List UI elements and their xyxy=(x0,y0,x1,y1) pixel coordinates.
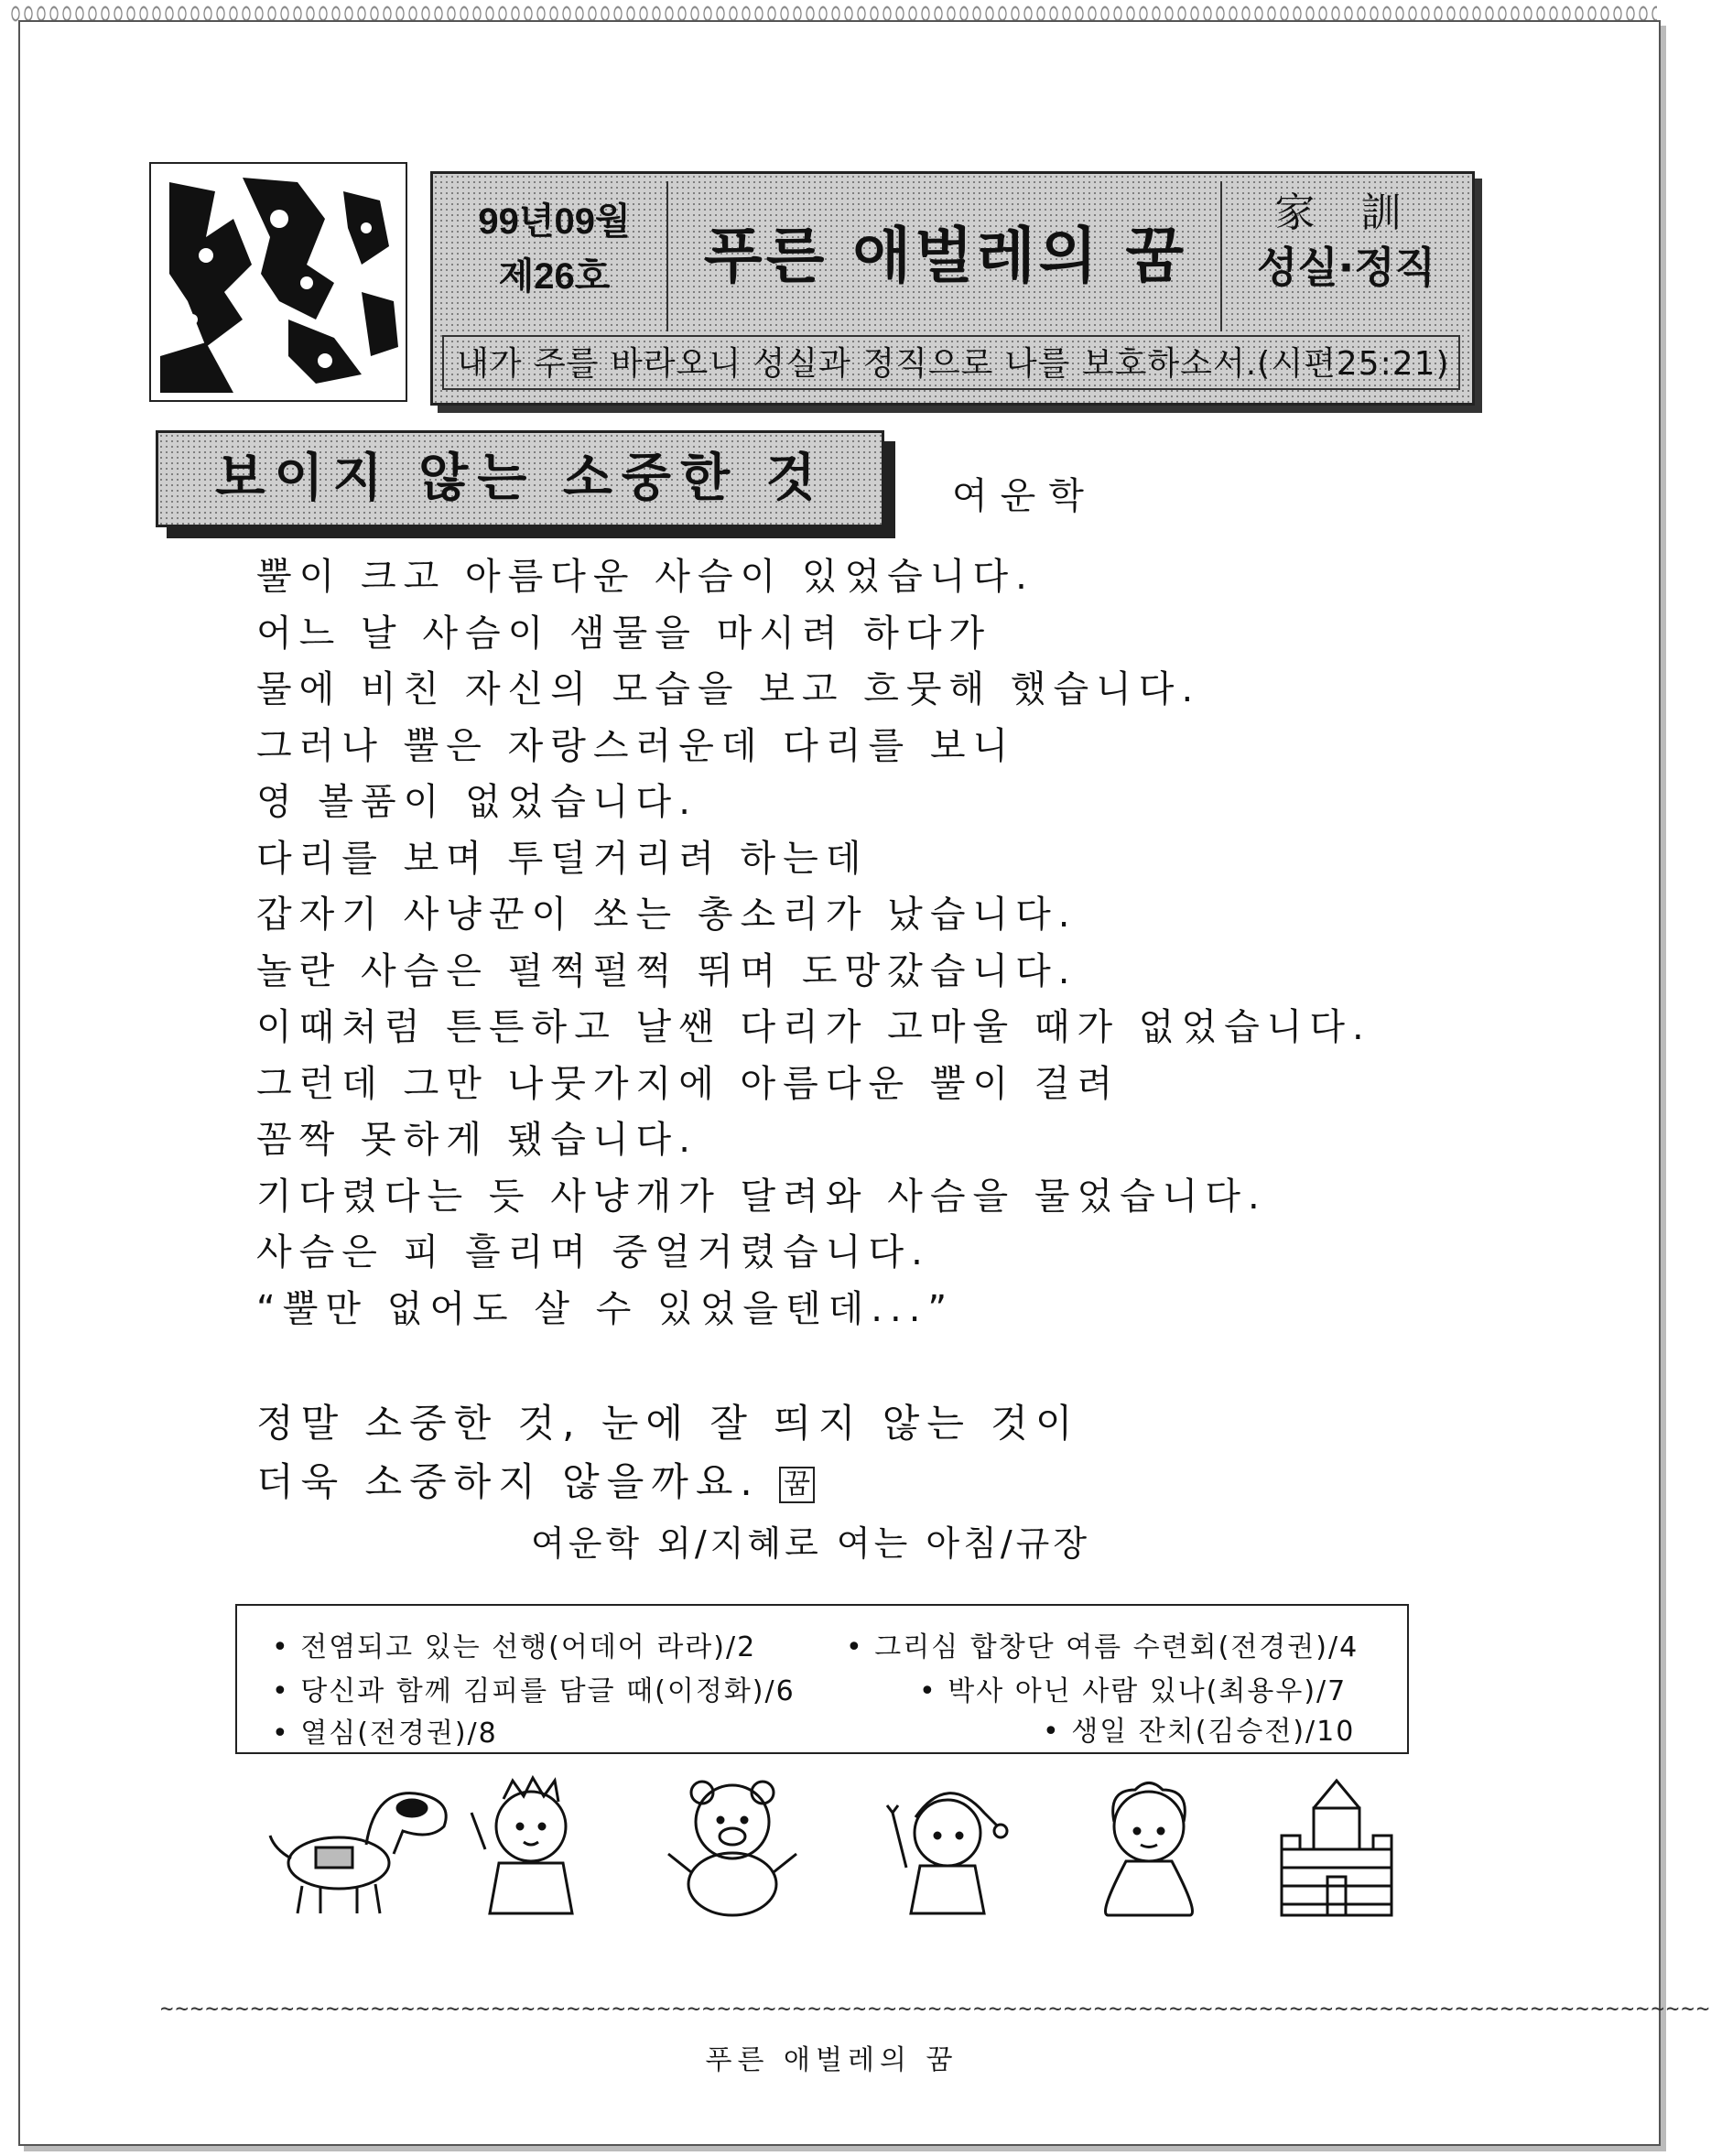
article-author: 여운학 xyxy=(952,475,1097,517)
article-body xyxy=(256,549,1446,1338)
toc-item[interactable]: • 그리심 합창단 여름 수련회(전경권)/4 xyxy=(846,1624,1359,1664)
newsletter-header xyxy=(430,171,1475,406)
motto-label: 家 訓 xyxy=(1274,190,1418,236)
story-line: 이때처럼 튼튼하고 날쌘 다리가 고마울 때가 없었습니다. xyxy=(256,1006,1371,1048)
story-line: 뿔이 크고 아름다운 사슴이 있었습니다. xyxy=(256,556,1034,598)
story-line: 어느 날 사슴이 샘물을 마시려 하다가 xyxy=(256,612,992,655)
horse-icon xyxy=(270,1793,446,1913)
story-line: 꼼짝 못하게 됐습니다. xyxy=(256,1119,698,1161)
story-line: 사슴은 피 흘리며 중얼거렸습니다. xyxy=(256,1231,930,1273)
character-illustrations xyxy=(256,1776,1401,1923)
closing-line-2-text: 더욱 소중하지 않을까요. xyxy=(256,1459,760,1504)
story-line: 갑자기 사냥꾼이 쏘는 총소리가 났습니다. xyxy=(256,894,1077,936)
table-of-contents xyxy=(235,1604,1409,1754)
issue-info xyxy=(442,181,668,331)
story-line: 그런데 그만 나뭇가지에 아름다운 뿔이 걸려 xyxy=(256,1062,1121,1105)
toc-item[interactable]: • 열심(전경권)/8 xyxy=(272,1710,498,1750)
story-line: 놀란 사슴은 펄쩍펄쩍 뛰며 도망갔습니다. xyxy=(256,949,1077,992)
story-line: 다리를 보며 투덜거리려 하는데 xyxy=(256,837,869,880)
article-closing xyxy=(256,1394,1446,1511)
bible-verse: 내가 주를 바라오니 성실과 정직으로 나를 보호하소서.(시편25:21) xyxy=(442,335,1460,390)
motto-text: 성실·정직 xyxy=(1256,243,1436,292)
princess-icon xyxy=(1106,1783,1193,1916)
story-line: 영 볼품이 없었습니다. xyxy=(256,781,698,823)
toc-item[interactable]: • 박사 아닌 사람 있나(최용우)/7 xyxy=(919,1668,1347,1708)
story-line: 그러나 뿔은 자랑스러운데 다리를 보니 xyxy=(256,724,1016,767)
article-title: 보이지 않는 소중한 것 xyxy=(156,430,884,527)
toc-item[interactable]: • 전염되고 있는 선행(어데어 라라)/2 xyxy=(272,1624,756,1664)
closing-line-2 xyxy=(256,1453,1446,1511)
newsletter-title: 푸른 애벌레의 꿈 xyxy=(671,181,1222,331)
story-line: “뿔만 없어도 살 수 있었을텐데...” xyxy=(256,1287,955,1330)
closing-line-1: 정말 소중한 것, 눈에 잘 띄지 않는 것이 xyxy=(256,1401,1080,1446)
decorative-divider: ~~~~~~~~~~~~~~~~~~~~~~~~~~~~~~~~~~~~~~~~~~~~~~~~~~~~~~~~~~~~~~~~~~~~~~~~~~~~~~~~~~~~~~~~~~~~~~~~~~~~~~~ xyxy=(160,1996,1711,2021)
wizard-icon xyxy=(887,1793,1007,1913)
prince-icon xyxy=(471,1778,572,1913)
issue-number: 제26호 xyxy=(498,256,611,297)
family-motto xyxy=(1229,181,1463,331)
story-line: 물에 비친 자신의 모습을 보고 흐뭇해 했습니다. xyxy=(256,668,1201,710)
end-stamp: 꿈 xyxy=(779,1467,815,1503)
issue-date: 99년09월 xyxy=(478,201,631,242)
toc-item[interactable]: • 생일 잔치(김승전)/10 xyxy=(1043,1708,1355,1749)
bear-costume-icon xyxy=(668,1782,796,1915)
logo-image xyxy=(149,162,407,402)
castle-icon xyxy=(1282,1781,1392,1915)
toc-item[interactable]: • 당신과 함께 김피를 담글 때(이정화)/6 xyxy=(272,1668,796,1708)
article-source: 여운학 외/지혜로 여는 아침/규장 xyxy=(531,1523,1091,1564)
story-line: 기다렸다는 듯 사냥개가 달려와 사슴을 물었습니다. xyxy=(256,1175,1267,1218)
page-footer: 푸른 애벌레의 꿈 xyxy=(705,2044,958,2076)
